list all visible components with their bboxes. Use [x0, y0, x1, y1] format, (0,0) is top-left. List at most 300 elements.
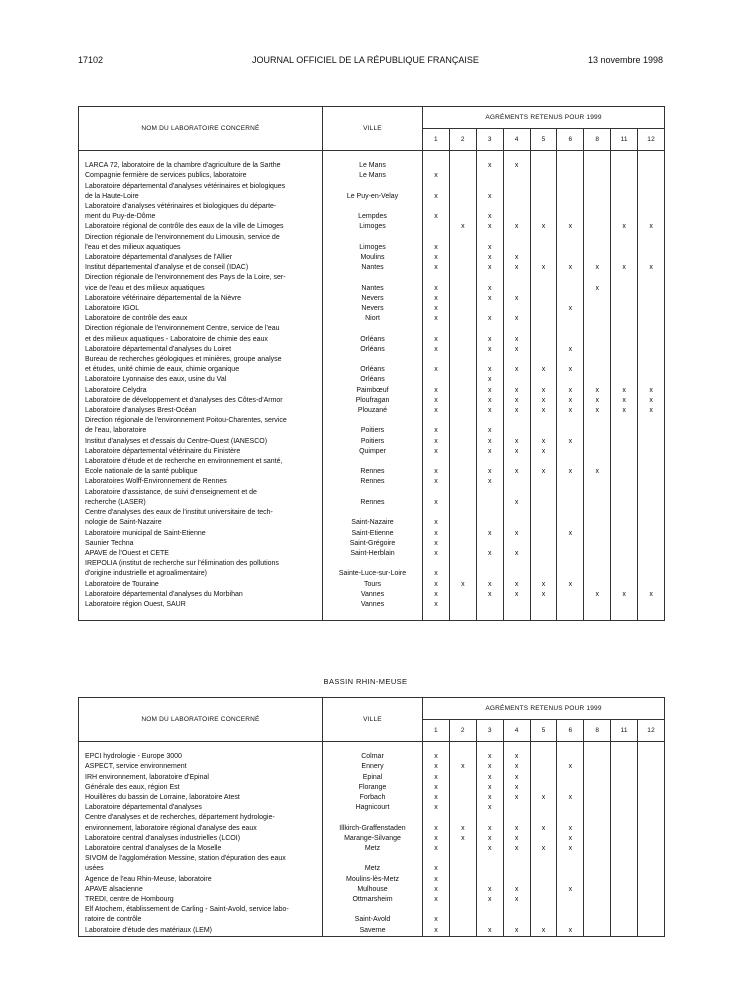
approval-mark — [449, 600, 476, 610]
approval-mark: x — [476, 375, 503, 385]
approval-mark — [557, 273, 584, 283]
approval-mark — [638, 477, 665, 487]
city — [323, 202, 423, 212]
approval-mark: x — [476, 824, 503, 834]
approval-mark — [503, 915, 530, 925]
lab-name: Laboratoire départemental d'analyses du Loiret — [79, 345, 323, 355]
approval-mark — [638, 824, 665, 834]
approval-mark — [638, 182, 665, 192]
approval-mark — [611, 171, 638, 181]
approval-mark — [584, 233, 611, 243]
lab-name: Bureau de recherches géologiques et minières, groupe analyse — [79, 355, 323, 365]
approval-mark: x — [503, 437, 530, 447]
approval-mark — [638, 467, 665, 477]
city: Forbach — [323, 793, 423, 803]
approval-mark: x — [423, 304, 450, 314]
approval-mark — [611, 243, 638, 253]
city — [323, 854, 423, 864]
approval-mark — [638, 752, 665, 762]
approval-mark: x — [423, 294, 450, 304]
city: Sainte-Luce-sur-Loire — [323, 569, 423, 579]
lab-name: ratoire de contrôle — [79, 915, 323, 925]
col-header: 8 — [584, 720, 611, 742]
approval-mark — [449, 375, 476, 385]
city — [323, 182, 423, 192]
approval-mark: x — [557, 580, 584, 590]
approval-mark — [530, 253, 557, 263]
approval-mark — [449, 273, 476, 283]
approval-mark — [557, 477, 584, 487]
approval-mark — [611, 182, 638, 192]
approval-mark — [611, 212, 638, 222]
approval-mark — [557, 192, 584, 202]
approval-mark: x — [423, 396, 450, 406]
lab-name: Centre d'analyses et de recherches, département hydrologie- — [79, 813, 323, 823]
approval-mark — [611, 508, 638, 518]
approval-mark — [423, 222, 450, 232]
approval-mark: x — [423, 539, 450, 549]
approval-mark — [503, 854, 530, 864]
table-row — [79, 182, 665, 192]
approval-mark — [638, 864, 665, 874]
city-header: VILLE — [323, 107, 423, 151]
approval-mark — [530, 355, 557, 365]
approval-mark — [611, 304, 638, 314]
lab-name: Laboratoire d'analyses vétérinaires et biologiques du départe- — [79, 202, 323, 212]
approval-mark — [530, 834, 557, 844]
approval-mark — [449, 182, 476, 192]
col-header: 5 — [530, 720, 557, 742]
spacer-row — [79, 742, 665, 753]
lab-name: EPCI hydrologie - Europe 3000 — [79, 752, 323, 762]
approval-mark: x — [503, 396, 530, 406]
approval-mark — [530, 182, 557, 192]
col-header: 12 — [638, 720, 665, 742]
approval-mark: x — [476, 386, 503, 396]
approval-mark — [423, 813, 450, 823]
approval-mark: x — [476, 926, 503, 937]
approval-mark: x — [611, 590, 638, 600]
city: Metz — [323, 864, 423, 874]
approval-mark — [611, 467, 638, 477]
approval-mark — [638, 335, 665, 345]
approval-mark — [611, 539, 638, 549]
approval-mark — [530, 600, 557, 610]
approval-mark — [611, 477, 638, 487]
approval-mark — [557, 569, 584, 579]
city: Saverne — [323, 926, 423, 937]
lab-name: Laboratoire vétérinaire départemental de la Nièvre — [79, 294, 323, 304]
city: Marange-Silvange — [323, 834, 423, 844]
table-row — [79, 365, 665, 375]
approval-mark — [638, 437, 665, 447]
approval-mark — [611, 793, 638, 803]
approval-mark: x — [423, 783, 450, 793]
lab-name: Direction régionale de l'environnement Poitou-Charentes, service — [79, 416, 323, 426]
col-header: 1 — [423, 720, 450, 742]
approval-mark: x — [476, 549, 503, 559]
approval-mark — [449, 926, 476, 937]
approval-mark — [584, 498, 611, 508]
city: Quimper — [323, 447, 423, 457]
lab-name: Laboratoire central d'analyses industrielles (LCOI) — [79, 834, 323, 844]
approval-mark: x — [449, 824, 476, 834]
approval-mark: x — [423, 803, 450, 813]
table-row — [79, 793, 665, 803]
table-row — [79, 926, 665, 937]
lab-name: et des milieux aquatiques - Laboratoire de chimie des eaux — [79, 335, 323, 345]
approval-mark — [449, 365, 476, 375]
lab-name: Saunier Techna — [79, 539, 323, 549]
approval-mark: x — [638, 406, 665, 416]
approval-mark — [584, 518, 611, 528]
approval-mark — [611, 915, 638, 925]
approval-mark — [557, 559, 584, 569]
approval-mark: x — [638, 396, 665, 406]
approval-mark — [611, 192, 638, 202]
approval-mark — [638, 915, 665, 925]
approval-mark — [611, 426, 638, 436]
table-row — [79, 783, 665, 793]
approval-mark — [638, 202, 665, 212]
approval-mark — [503, 324, 530, 334]
approval-mark — [584, 314, 611, 324]
approval-mark — [611, 844, 638, 854]
approval-mark — [584, 915, 611, 925]
table-row — [79, 529, 665, 539]
approval-mark — [449, 253, 476, 263]
approval-mark: x — [423, 773, 450, 783]
approval-mark: x — [503, 222, 530, 232]
approval-mark — [530, 803, 557, 813]
approval-mark — [530, 864, 557, 874]
city: Hagnicourt — [323, 803, 423, 813]
publication-date: 13 novembre 1998 — [587, 55, 663, 65]
approval-mark — [530, 813, 557, 823]
approval-mark — [449, 335, 476, 345]
approval-mark — [584, 477, 611, 487]
approval-mark: x — [530, 437, 557, 447]
approval-mark: x — [423, 834, 450, 844]
table-row — [79, 844, 665, 854]
approval-mark: x — [557, 926, 584, 937]
approval-mark: x — [476, 885, 503, 895]
approval-mark — [638, 600, 665, 610]
approval-mark: x — [503, 386, 530, 396]
approval-mark — [503, 905, 530, 915]
approvals-header: AGRÉMENTS RETENUS POUR 1999 — [423, 107, 665, 129]
approval-mark: x — [503, 529, 530, 539]
approval-mark — [611, 447, 638, 457]
approval-mark: x — [530, 447, 557, 457]
approval-mark: x — [423, 314, 450, 324]
approval-mark — [530, 498, 557, 508]
approval-mark — [423, 324, 450, 334]
approval-mark — [557, 915, 584, 925]
lab-name: Laboratoire de contrôle des eaux — [79, 314, 323, 324]
approval-mark — [638, 559, 665, 569]
table-row — [79, 233, 665, 243]
lab-name: IREPOLIA (institut de recherche sur l'élimination des pollutions — [79, 559, 323, 569]
approval-mark — [503, 355, 530, 365]
city: Le Puy-en-Velay — [323, 192, 423, 202]
approval-mark — [611, 355, 638, 365]
table-row — [79, 192, 665, 202]
approval-mark — [423, 559, 450, 569]
col-header: 12 — [638, 129, 665, 151]
approval-mark — [449, 294, 476, 304]
lab-name: Laboratoire départemental d'analyses — [79, 803, 323, 813]
approval-mark: x — [557, 222, 584, 232]
approval-mark: x — [503, 161, 530, 171]
approval-mark — [584, 161, 611, 171]
approval-mark — [557, 233, 584, 243]
approval-mark: x — [476, 447, 503, 457]
city: Orléans — [323, 345, 423, 355]
approval-mark — [584, 875, 611, 885]
approval-mark — [584, 762, 611, 772]
city — [323, 233, 423, 243]
city: Ennery — [323, 762, 423, 772]
approval-mark: x — [423, 243, 450, 253]
approval-mark — [611, 498, 638, 508]
approval-mark — [638, 895, 665, 905]
approval-mark — [638, 926, 665, 937]
city: Saint-Grégoire — [323, 539, 423, 549]
col-header: 6 — [557, 129, 584, 151]
table-row — [79, 284, 665, 294]
city: Poitiers — [323, 426, 423, 436]
approval-mark — [584, 365, 611, 375]
approval-mark — [449, 590, 476, 600]
approval-mark: x — [423, 793, 450, 803]
approval-mark — [530, 314, 557, 324]
lab-name: APAVE de l'Ouest et CETE — [79, 549, 323, 559]
approval-mark — [557, 854, 584, 864]
approval-mark: x — [423, 365, 450, 375]
approval-mark — [611, 895, 638, 905]
col-header: 11 — [611, 720, 638, 742]
approval-mark: x — [557, 365, 584, 375]
approval-mark — [449, 161, 476, 171]
city: Nevers — [323, 294, 423, 304]
approval-mark — [476, 508, 503, 518]
approval-mark — [584, 834, 611, 844]
approval-mark — [584, 304, 611, 314]
approval-mark — [530, 284, 557, 294]
approval-mark: x — [503, 345, 530, 355]
approval-mark — [584, 529, 611, 539]
approval-mark — [584, 803, 611, 813]
approval-mark — [557, 783, 584, 793]
approval-mark — [449, 844, 476, 854]
table-row — [79, 864, 665, 874]
table-row — [79, 447, 665, 457]
approval-mark: x — [423, 518, 450, 528]
approval-mark — [557, 600, 584, 610]
approval-mark — [530, 559, 557, 569]
approvals-header: AGRÉMENTS RETENUS POUR 1999 — [423, 698, 665, 720]
laboratory-table-2 — [78, 697, 665, 937]
approval-mark — [530, 518, 557, 528]
lab-name: Agence de l'eau Rhin-Meuse, laboratoire — [79, 875, 323, 885]
table-row — [79, 273, 665, 283]
table-row — [79, 335, 665, 345]
approval-mark — [584, 885, 611, 895]
approval-mark — [557, 752, 584, 762]
approval-mark: x — [423, 467, 450, 477]
approval-mark — [449, 559, 476, 569]
approval-mark — [449, 324, 476, 334]
city — [323, 457, 423, 467]
approval-mark — [423, 508, 450, 518]
approval-mark — [449, 457, 476, 467]
approval-mark — [476, 171, 503, 181]
spacer-row — [79, 610, 665, 621]
approval-mark — [476, 864, 503, 874]
approval-mark — [530, 854, 557, 864]
approval-mark — [584, 294, 611, 304]
city: Niort — [323, 314, 423, 324]
approval-mark: x — [611, 386, 638, 396]
approval-mark: x — [476, 396, 503, 406]
approval-mark — [423, 416, 450, 426]
col-header: 4 — [503, 129, 530, 151]
approval-mark — [638, 273, 665, 283]
approval-mark — [611, 864, 638, 874]
approval-mark: x — [557, 529, 584, 539]
city — [323, 813, 423, 823]
approval-mark — [530, 457, 557, 467]
table-row — [79, 508, 665, 518]
approval-mark — [638, 905, 665, 915]
approval-mark — [557, 457, 584, 467]
page-number: 17102 — [78, 55, 104, 65]
approval-mark — [584, 580, 611, 590]
col-header: 1 — [423, 129, 450, 151]
approval-mark: x — [423, 477, 450, 487]
lab-name: Laboratoire de développement et d'analyses des Côtes-d'Armor — [79, 396, 323, 406]
table-row — [79, 824, 665, 834]
lab-name: de l'eau, laboratoire — [79, 426, 323, 436]
approval-mark: x — [530, 365, 557, 375]
approval-mark — [611, 324, 638, 334]
approval-mark — [503, 243, 530, 253]
approval-mark: x — [423, 885, 450, 895]
approval-mark — [611, 834, 638, 844]
approval-mark — [503, 864, 530, 874]
city — [323, 273, 423, 283]
approval-mark — [449, 284, 476, 294]
approval-mark — [449, 915, 476, 925]
approval-mark — [557, 171, 584, 181]
lab-name: d'origine industrielle et agroalimentaire) — [79, 569, 323, 579]
approval-mark — [503, 233, 530, 243]
approval-mark — [476, 233, 503, 243]
approval-mark: x — [423, 437, 450, 447]
city: Tours — [323, 580, 423, 590]
approval-mark — [530, 273, 557, 283]
approval-mark — [611, 529, 638, 539]
approval-mark — [476, 498, 503, 508]
city: Le Mans — [323, 161, 423, 171]
approval-mark — [557, 905, 584, 915]
approval-mark — [638, 844, 665, 854]
approval-mark: x — [503, 926, 530, 937]
approval-mark: x — [530, 222, 557, 232]
table-row — [79, 416, 665, 426]
approval-mark: x — [476, 222, 503, 232]
approval-mark — [449, 263, 476, 273]
approval-mark — [476, 905, 503, 915]
approval-mark — [584, 905, 611, 915]
lab-name: TREDI, centre de Hombourg — [79, 895, 323, 905]
table-row — [79, 549, 665, 559]
approval-mark — [449, 905, 476, 915]
approval-mark — [638, 783, 665, 793]
approval-mark — [530, 895, 557, 905]
table-row — [79, 915, 665, 925]
approval-mark: x — [611, 222, 638, 232]
approval-mark — [638, 885, 665, 895]
approval-mark — [449, 202, 476, 212]
approval-mark — [449, 793, 476, 803]
approval-mark — [638, 488, 665, 498]
approval-mark: x — [476, 477, 503, 487]
approval-mark — [557, 813, 584, 823]
city — [323, 324, 423, 334]
approval-mark — [638, 508, 665, 518]
approval-mark: x — [423, 498, 450, 508]
approval-mark — [611, 416, 638, 426]
approval-mark: x — [557, 762, 584, 772]
approval-mark — [449, 355, 476, 365]
table-row — [79, 834, 665, 844]
city: Poitiers — [323, 437, 423, 447]
lab-name: Laboratoire région Ouest, SAUR — [79, 600, 323, 610]
lab-name: l'eau et des milieux aquatiques — [79, 243, 323, 253]
approval-mark — [611, 365, 638, 375]
approval-mark — [503, 477, 530, 487]
table-row — [79, 559, 665, 569]
table-row — [79, 600, 665, 610]
approval-mark: x — [423, 844, 450, 854]
approval-mark — [611, 752, 638, 762]
table-row — [79, 762, 665, 772]
approval-mark: x — [584, 284, 611, 294]
approval-mark: x — [503, 773, 530, 783]
approval-mark — [638, 834, 665, 844]
approval-mark — [638, 294, 665, 304]
approval-mark — [530, 212, 557, 222]
approval-mark — [557, 243, 584, 253]
approval-mark: x — [530, 926, 557, 937]
table-row — [79, 386, 665, 396]
lab-name: Laboratoire IGOL — [79, 304, 323, 314]
city — [323, 905, 423, 915]
approval-mark — [638, 171, 665, 181]
approval-mark — [449, 752, 476, 762]
approval-mark: x — [530, 844, 557, 854]
approval-mark — [557, 355, 584, 365]
approval-mark: x — [557, 467, 584, 477]
approval-mark: x — [449, 222, 476, 232]
city: Epinal — [323, 773, 423, 783]
lab-name: vice de l'eau et des milieux aquatiques — [79, 284, 323, 294]
approval-mark — [638, 549, 665, 559]
approval-mark: x — [449, 580, 476, 590]
approval-mark — [476, 273, 503, 283]
